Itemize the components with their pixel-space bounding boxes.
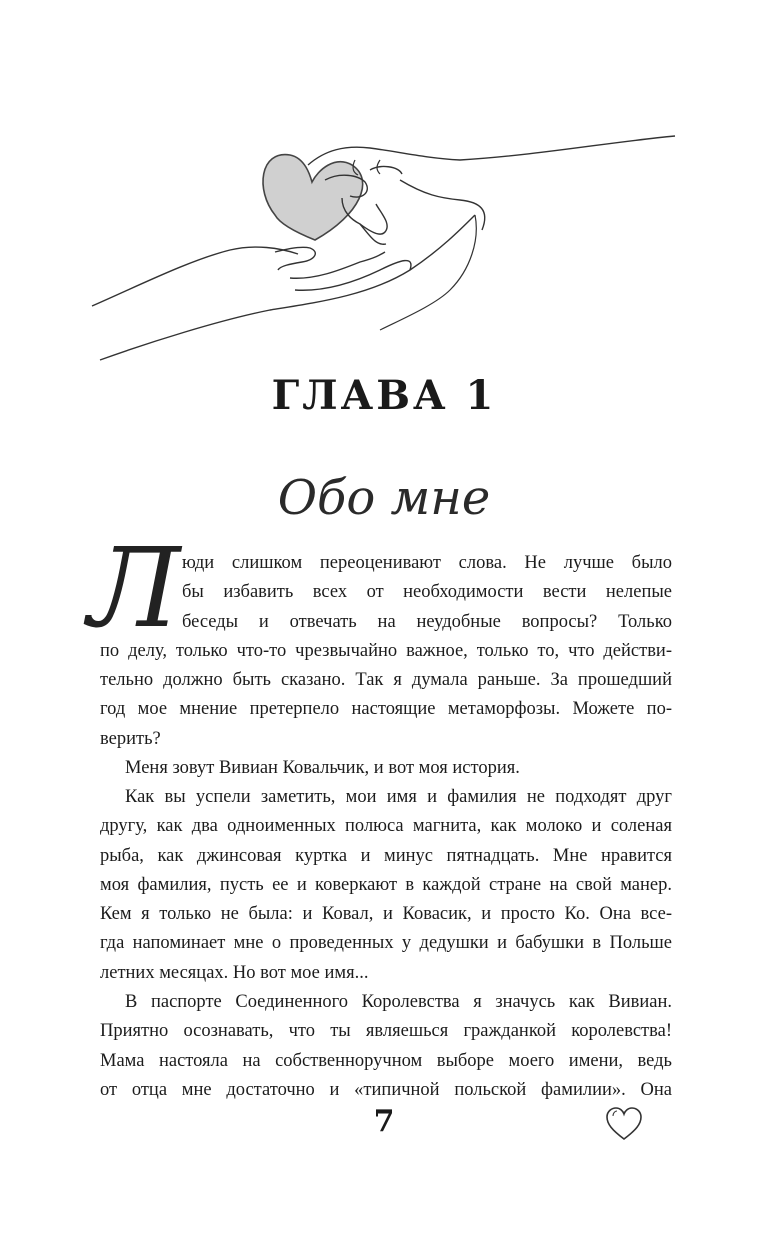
chapter-title: ГЛАВА 1 xyxy=(271,372,497,419)
paragraph-2 xyxy=(100,754,672,783)
text-line: юди слишком переоценивают слова. Не лучше было xyxy=(182,553,672,573)
text-line: беседы и отвечать на неудобные вопросы? Только xyxy=(182,611,672,632)
paragraph-1 xyxy=(100,549,672,754)
text-line: от отца мне достаточно и «типичной польской фамилии». Она xyxy=(100,1079,672,1100)
text-line: рыба, как джинсовая куртка и минус пятнадцать. Мне нравится xyxy=(100,845,672,866)
text-line: год мое мнение претерпело настоящие метаморфозы. Можете по- xyxy=(100,699,672,720)
text-line: другу, как два одноименных полюса магнита, как молоко и соленая xyxy=(100,816,672,837)
text-line: Мама настояла на собственноручном выборе моего имени, ведь xyxy=(100,1050,672,1071)
text-line: тельно должно быть сказано. Так я думала раньше. За прошедший xyxy=(100,670,672,691)
text-line: В паспорте Соединенного Королевства я значусь как Вивиан. xyxy=(125,992,672,1012)
text-line: Меня зовут Вивиан Ковальчик, и вот моя история. xyxy=(125,758,520,778)
drop-cap: Л xyxy=(88,524,180,652)
page-number: 7 xyxy=(373,1104,395,1139)
text-line: летних месяцах. Но вот мое имя... xyxy=(100,962,369,983)
text-line: Кем я только не была: и Ковал, и Ковасик, и просто Ко. Она все- xyxy=(100,904,672,925)
hands-passing-heart-icon xyxy=(80,120,680,380)
text-line: Приятно осознавать, что ты являешься гражданкой королевства! xyxy=(100,1021,672,1042)
heart-outline-icon xyxy=(604,1106,644,1142)
text-line: бы избавить всех от необходимости вести нелепые xyxy=(182,582,672,603)
text-line: Как вы успели заметить, мои имя и фамилия не подходят друг xyxy=(125,787,672,807)
text-line: верить? xyxy=(100,728,161,749)
chapter-subtitle: Обо мне xyxy=(277,470,491,526)
text-line: по делу, только что-то чрезвычайно важное, только то, что действи- xyxy=(100,640,672,661)
paragraph-4 xyxy=(100,988,672,1105)
text-line: моя фамилия, пусть ее и коверкают в каждой стране на свой манер. xyxy=(100,874,672,895)
paragraph-3 xyxy=(100,783,672,988)
text-line: гда напоминает мне о проведенных у дедушки и бабушки в Польше xyxy=(100,933,672,954)
